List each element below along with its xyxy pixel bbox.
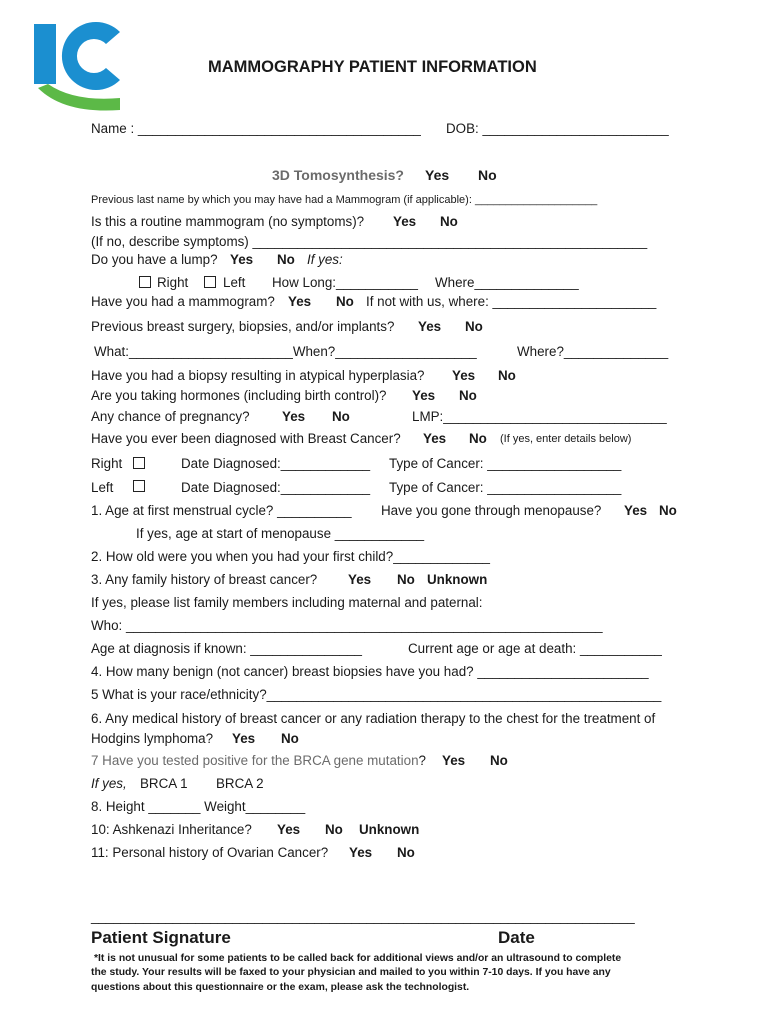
current-age-field[interactable]: Current age or age at death: ___________	[408, 641, 662, 656]
name-field[interactable]: Name : ______________________________________	[91, 121, 421, 136]
lump-where-field[interactable]: Where______________	[435, 275, 579, 290]
previous-last-name-field[interactable]: Previous last name by which you may have had a Mammogram (if applicable): ____________________	[91, 194, 598, 206]
patient-signature-label: Patient Signature	[91, 928, 231, 947]
benign-biopsies-field[interactable]: 4. How many benign (not cancer) breast biopsies have you had? _______________________	[91, 664, 649, 679]
had-mammogram-question: Have you had a mammogram?	[91, 294, 275, 309]
lump-right-checkbox[interactable]	[139, 276, 151, 288]
menopause-question: Have you gone through menopause?	[381, 503, 602, 518]
family-history-question: 3. Any family history of breast cancer?	[91, 572, 318, 587]
family-list-instruction: If yes, please list family members including maternal and paternal:	[91, 595, 483, 610]
enter-details-note: (If yes, enter details below)	[500, 433, 632, 445]
lmp-field[interactable]: LMP:______________________________	[412, 409, 667, 424]
tomo-yes-option[interactable]: Yes	[425, 167, 450, 183]
first-child-age-field[interactable]: 2. How old were you when you had your first child?_____________	[91, 549, 491, 564]
brca2-option[interactable]: BRCA 2	[216, 776, 264, 791]
footnote-line-2: the study. Your results will be faxed to your physician and mailed to you within 7-10 days. If you have any	[91, 967, 611, 978]
form-title: MAMMOGRAPHY PATIENT INFORMATION	[208, 58, 537, 76]
lump-no-option[interactable]: No	[277, 252, 295, 267]
what-when-field[interactable]: What:______________________When?___________________	[94, 344, 477, 359]
lump-left-checkbox[interactable]	[204, 276, 216, 288]
dob-field[interactable]: DOB: _________________________	[446, 121, 669, 136]
date-label: Date	[498, 928, 535, 947]
diagnosis-right-checkbox[interactable]	[133, 457, 145, 469]
surgery-where-field[interactable]: Where?______________	[517, 344, 669, 359]
hodgins-label: Hodgins lymphoma?	[91, 731, 214, 746]
hormones-yes-option[interactable]: Yes	[412, 388, 436, 403]
surgery-yes-option[interactable]: Yes	[418, 319, 442, 334]
footnote-line-1: *It is not unusual for some patients to be called back for additional views and/or an ultrasound to complete	[94, 953, 622, 964]
previous-surgery-question: Previous breast surgery, biopsies, and/or implants?	[91, 319, 395, 334]
ovarian-yes-option[interactable]: Yes	[349, 845, 373, 860]
family-yes-option[interactable]: Yes	[348, 572, 372, 587]
signature-line[interactable]: _________________________________________________________________________	[91, 909, 635, 924]
biopsy-no-option[interactable]: No	[498, 368, 516, 383]
biopsy-yes-option[interactable]: Yes	[452, 368, 476, 383]
ovarian-question: 11: Personal history of Ovarian Cancer?	[91, 845, 329, 860]
pregnancy-no-option[interactable]: No	[332, 409, 350, 424]
pregnancy-question: Any chance of pregnancy?	[91, 409, 250, 424]
routine-no-option[interactable]: No	[440, 214, 458, 229]
family-no-option[interactable]: No	[397, 572, 415, 587]
pregnancy-yes-option[interactable]: Yes	[282, 409, 306, 424]
hormones-no-option[interactable]: No	[459, 388, 477, 403]
lump-right-label: Right	[157, 275, 189, 290]
diagnosed-no-option[interactable]: No	[469, 431, 487, 446]
lump-if-yes-label: If yes:	[307, 252, 343, 267]
brca-no-option[interactable]: No	[490, 753, 508, 768]
left-type-of-cancer-field[interactable]: Type of Cancer: __________________	[389, 480, 622, 495]
brca-question-text: 7 Have you tested positive for the BRCA gene mutation	[91, 753, 419, 768]
not-with-us-where-field[interactable]: If not with us, where: ______________________	[366, 294, 657, 309]
routine-yes-option[interactable]: Yes	[393, 214, 417, 229]
hodgins-no-option[interactable]: No	[281, 731, 299, 746]
ashkenazi-question: 10: Ashkenazi Inheritance?	[91, 822, 252, 837]
height-weight-field[interactable]: 8. Height _______ Weight________	[91, 799, 306, 814]
ashkenazi-no-option[interactable]: No	[325, 822, 343, 837]
menopause-no-option[interactable]: No	[659, 503, 677, 518]
footnote-line-3: questions about this questionnaire or the exam, please ask the technologist.	[91, 982, 470, 993]
surgery-no-option[interactable]: No	[465, 319, 483, 334]
brca-if-yes-label: If yes,	[91, 776, 127, 791]
left-date-diagnosed-field[interactable]: Date Diagnosed:____________	[181, 480, 371, 495]
menopause-age-field[interactable]: If yes, age at start of menopause ____________	[136, 526, 425, 541]
who-field[interactable]: Who: ________________________________________________________________	[91, 618, 603, 633]
hormones-question: Are you taking hormones (including birth control)?	[91, 388, 387, 403]
diagnosed-yes-option[interactable]: Yes	[423, 431, 447, 446]
diagnosed-question: Have you ever been diagnosed with Breast Cancer?	[91, 431, 401, 446]
ashkenazi-unknown-option[interactable]: Unknown	[359, 822, 420, 837]
hodgins-yes-option[interactable]: Yes	[232, 731, 256, 746]
mammogram-yes-option[interactable]: Yes	[288, 294, 312, 309]
mammogram-no-option[interactable]: No	[336, 294, 354, 309]
brca1-option[interactable]: BRCA 1	[140, 776, 188, 791]
race-ethnicity-field[interactable]: 5 What is your race/ethnicity?_____________________________________________________	[91, 687, 662, 702]
diagnosis-left-checkbox[interactable]	[133, 480, 145, 492]
diagnosis-right-label: Right	[91, 456, 123, 471]
brca-question	[91, 753, 426, 768]
clinic-logo	[34, 18, 124, 114]
radiation-history-question: 6. Any medical history of breast cancer or any radiation therapy to the chest for the treatment of	[91, 711, 656, 726]
how-long-field[interactable]: How Long:___________	[272, 275, 418, 290]
tomo-no-option[interactable]: No	[478, 167, 497, 183]
brca-question-mark: ?	[418, 753, 426, 768]
lump-question: Do you have a lump?	[91, 252, 218, 267]
family-unknown-option[interactable]: Unknown	[427, 572, 488, 587]
menstrual-age-field[interactable]: 1. Age at first menstrual cycle? __________	[91, 503, 352, 518]
age-at-diagnosis-field[interactable]: Age at diagnosis if known: _______________	[91, 641, 363, 656]
right-type-of-cancer-field[interactable]: Type of Cancer: __________________	[389, 456, 622, 471]
diagnosis-left-label: Left	[91, 480, 114, 495]
lump-left-label: Left	[223, 275, 246, 290]
ovarian-no-option[interactable]: No	[397, 845, 415, 860]
routine-question: Is this a routine mammogram (no symptoms)?	[91, 214, 365, 229]
ashkenazi-yes-option[interactable]: Yes	[277, 822, 301, 837]
biopsy-question: Have you had a biopsy resulting in atypical hyperplasia?	[91, 368, 425, 383]
brca-yes-option[interactable]: Yes	[442, 753, 466, 768]
tomosynthesis-question: 3D Tomosynthesis?	[272, 167, 404, 183]
right-date-diagnosed-field[interactable]: Date Diagnosed:____________	[181, 456, 371, 471]
menopause-yes-option[interactable]: Yes	[624, 503, 648, 518]
describe-symptoms-field[interactable]: (If no, describe symptoms) _____________________________________________________	[91, 234, 648, 249]
lump-yes-option[interactable]: Yes	[230, 252, 254, 267]
